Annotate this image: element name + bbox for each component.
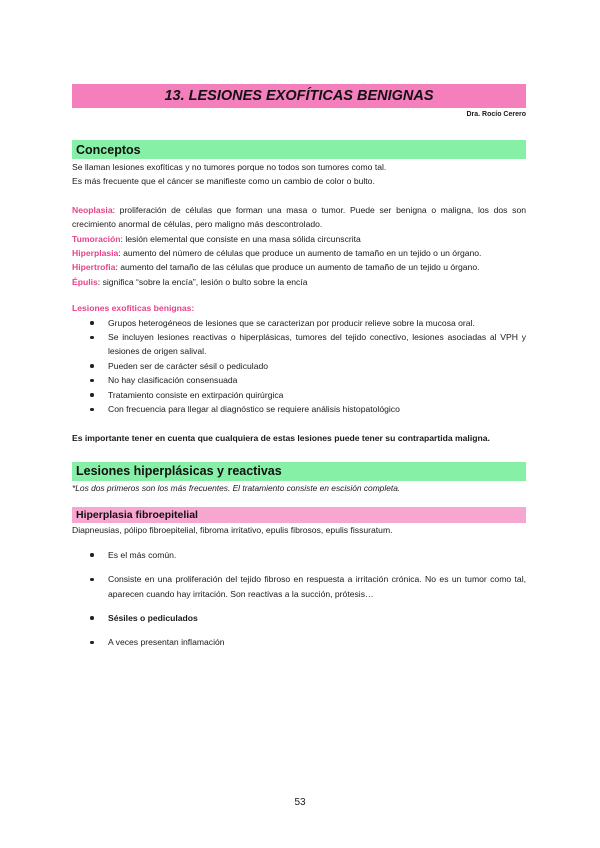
list-item: Con frecuencia para llegar al diagnóstico se requiere análisis histopatológico: [72, 402, 526, 416]
term-neoplasia: Neoplasia: [72, 204, 113, 215]
bullet-icon: [90, 553, 94, 557]
list-item: Es el más común.: [72, 548, 526, 562]
synonyms-line: Diapneusias, pólipo fibroepitelial, fibroma irritativo, epulis fibrosos, epulis fissuratum.: [72, 525, 393, 536]
list-item: Sésiles o pediculados: [72, 611, 526, 625]
definition-hiperplasia: Hiperplasia: aumento del número de células que produce un aumento de tamaño en un tejido o un órgano.: [72, 248, 482, 259]
list-item: Consiste en una proliferación del tejido fibroso en respuesta a irritación crónica. No es un tumor como tal, aparecen cuando hay irritación. Son reactivas a la succión, prótesis…: [72, 572, 526, 601]
document-page: [72, 84, 526, 650]
term-hiperplasia: Hiperplasia: [72, 248, 119, 259]
list-item: Pueden ser de carácter sésil o pediculado: [72, 359, 526, 373]
malignancy-warning: Es importante tener en cuenta que cualquiera de estas lesiones puede tener su contrapartida maligna.: [72, 432, 490, 443]
bullet-icon: [90, 616, 94, 620]
bullet-icon: [90, 321, 94, 325]
bullet-icon: [90, 336, 94, 340]
bullet-icon: [90, 364, 94, 368]
spacer: [72, 189, 526, 203]
term-tumoracion: Tumoración: [72, 233, 121, 244]
page-number: 53: [294, 797, 306, 808]
bullet-icon: [90, 393, 94, 397]
section-heading-hiperplasicas: Lesiones hiperplásicas y reactivas: [72, 462, 526, 481]
list-item: Grupos heterogéneos de lesiones que se caracterizan por producir relieve sobre la mucosa oral.: [72, 316, 526, 330]
bullet-icon: [90, 641, 94, 645]
bullet-icon: [90, 379, 94, 383]
fibroepitelial-list: [72, 548, 526, 650]
bullet-icon: [90, 408, 94, 412]
document-title: 13. LESIONES EXOFÍTICAS BENIGNAS: [72, 84, 526, 108]
author-name: Dra. Rocío Cerero: [466, 111, 526, 118]
bullet-icon: [90, 578, 94, 582]
list-item: Tratamiento consiste en extirpación quirúrgica: [72, 388, 526, 402]
intro-line-1: Se llaman lesiones exofíticas y no tumores porque no todos son tumores como tal.: [72, 162, 387, 172]
list-item: Se incluyen lesiones reactivas o hiperplásicas, tumores del tejido conectivo, lesiones asociadas al VPH y lesiones de origen salival.: [72, 330, 526, 359]
term-epulis: Épulis: [72, 276, 98, 287]
lesiones-heading: Lesiones exofíticas benignas:: [72, 303, 195, 314]
list-item: No hay clasificación consensuada: [72, 373, 526, 387]
conceptos-body: [72, 160, 526, 289]
definition-tumoracion: Tumoración: lesión elemental que consiste en una masa sólida circunscrita: [72, 233, 361, 244]
section-heading-conceptos: Conceptos: [72, 140, 526, 159]
definition-hipertrofia: Hipertrofia: aumento del tamaño de las células que produce un aumento de tamaño de un tejido u órgano.: [72, 262, 480, 273]
list-item: A veces presentan inflamación: [72, 635, 526, 649]
subsection-heading-fibroepitelial: Hiperplasia fibroepitelial: [72, 507, 526, 523]
lesiones-list: [72, 316, 526, 417]
definition-epulis: Épulis: significa “sobre la encía”, lesión o bulto sobre la encía: [72, 276, 308, 287]
intro-line-2: Es más frecuente que el cáncer se manifieste como un cambio de color o bulto.: [72, 176, 375, 187]
term-hipertrofia: Hipertrofia: [72, 262, 116, 273]
section-note: *Los dos primeros son los más frecuentes. El tratamiento consiste en escisión completa.: [72, 482, 401, 493]
definition-neoplasia: Neoplasia: proliferación de células que forman una masa o tumor. Puede ser benigna o maligna, los dos son crecimiento anormal de células, pero maligno más descontrolado.: [72, 204, 526, 230]
